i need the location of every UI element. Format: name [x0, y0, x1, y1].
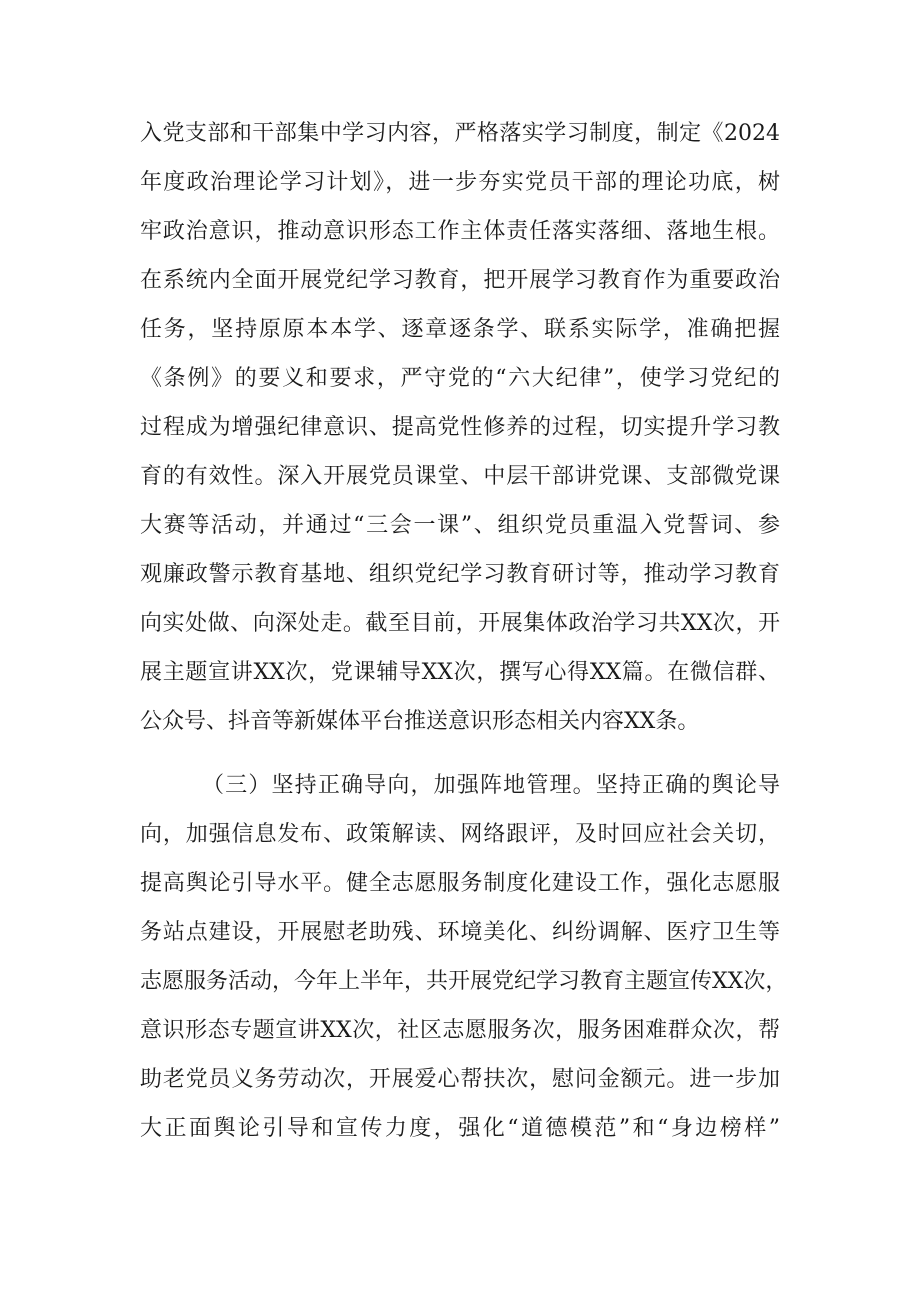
- paragraph-2: [140, 761, 788, 1153]
- text-line: 入党支部和干部集中学习内容，严格落实学习制度，制定《2024: [140, 121, 780, 146]
- text-line: 志愿服务活动，今年上半年，共开展党纪学习教育主题宣传XX次，: [140, 969, 788, 994]
- text-line: 向，加强信息发布、政策解读、网络跟评，及时回应社会关切，: [140, 822, 780, 847]
- text-line: 意识形态专题宣讲XX次，社区志愿服务次，服务困难群众次，帮: [140, 1018, 780, 1043]
- text-line: 助老党员义务劳动次，开展爱心帮扶次，慰问金额元。进一步加: [140, 1067, 780, 1092]
- text-line: 任务，坚持原原本本学、逐章逐条学、联系实际学，准确把握: [140, 317, 780, 342]
- text-line: 在系统内全面开展党纪学习教育，把开展学习教育作为重要政治: [140, 268, 780, 293]
- text-line: 《条例》的要义和要求，严守党的“六大纪律”，使学习党纪的: [140, 366, 780, 391]
- section-heading-line: （三）坚持正确导向，加强阵地管理。坚持正确的舆论导: [202, 773, 780, 798]
- text-line: 展主题宣讲XX次，党课辅导XX次，撰写心得XX篇。在微信群、: [140, 660, 780, 685]
- text-line: 务站点建设，开展慰老助残、环境美化、纠纷调解、医疗卫生等: [140, 920, 780, 945]
- text-line: 大正面舆论引导和宣传力度，强化“道德模范”和“身边榜样”: [140, 1116, 780, 1141]
- paragraph-1: [140, 109, 780, 746]
- text-line: 向实处做、向深处走。截至目前，开展集体政治学习共XX次，开: [140, 611, 780, 636]
- text-line: 公众号、抖音等新媒体平台推送意识形态相关内容XX条。: [140, 709, 700, 734]
- text-line: 年度政治理论学习计划》，进一步夯实党员干部的理论功底，树: [140, 170, 780, 195]
- text-line: 大赛等活动，并通过“三会一课”、组织党员重温入党誓词、参: [140, 513, 780, 538]
- text-line: 牢政治意识，推动意识形态工作主体责任落实落细、落地生根。: [140, 219, 780, 244]
- text-line: 育的有效性。深入开展党员课堂、中层干部讲党课、支部微党课: [140, 464, 780, 489]
- text-line: 观廉政警示教育基地、组织党纪学习教育研讨等，推动学习教育: [140, 562, 780, 587]
- text-line: 提高舆论引导水平。健全志愿服务制度化建设工作，强化志愿服: [140, 871, 780, 896]
- text-line: 过程成为增强纪律意识、提高党性修养的过程，切实提升学习教: [140, 415, 780, 440]
